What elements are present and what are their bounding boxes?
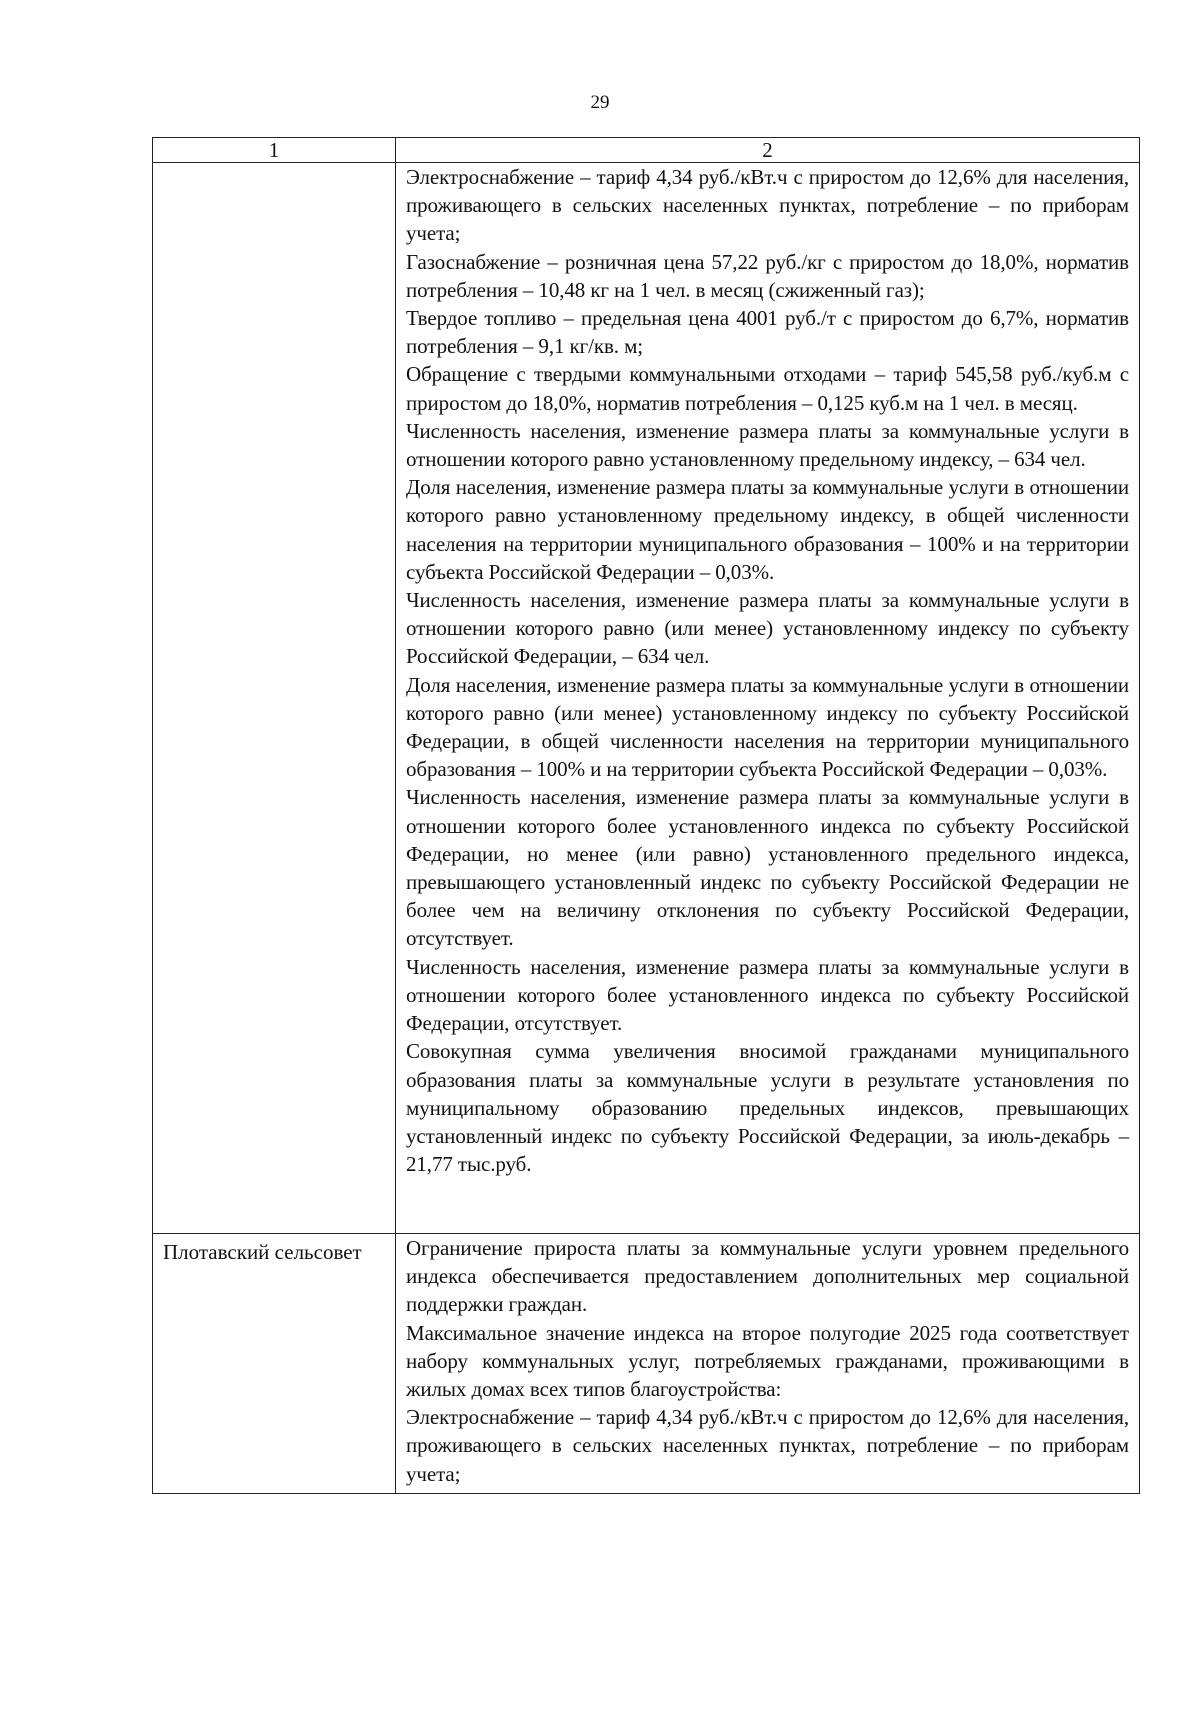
paragraph: Доля населения, изменение размера платы за коммунальные услуги в отношении которого равно установленному предельному индексу, в общей численности населения на территории муниципального образования – 100% и на территории субъекта Российской Федерации – 0,03%. <box>406 475 1129 584</box>
description-cell <box>396 1234 1140 1494</box>
table-header-row <box>153 138 1140 163</box>
table-row <box>153 163 1140 1234</box>
paragraph: Ограничение прироста платы за коммунальные услуги уровнем предельного индекса обеспечивается предоставлением дополнительных мер социальной поддержки граждан. <box>406 1236 1129 1317</box>
paragraph: Электроснабжение – тариф 4,34 руб./кВт.ч с приростом до 12,6% для населения, проживающего в сельских населенных пунктах, потребление – по приборам учета; <box>406 1405 1129 1486</box>
paragraph: Доля населения, изменение размера платы за коммунальные услуги в отношении которого равно (или менее) установленному индексу по субъекту Российской Федерации, в общей численности населения на территории муниципального образования – 100% и на территории субъекта Российской Федерации – 0,03%. <box>406 672 1129 782</box>
column-header-2: 2 <box>396 138 1140 163</box>
data-table <box>152 137 1140 1494</box>
paragraph: Численность населения, изменение размера платы за коммунальные услуги в отношении которого более установленного индекса по субъекту Российской Федерации, отсутствует. <box>406 954 1129 1036</box>
page-number: 29 <box>590 92 610 113</box>
paragraph: Газоснабжение – розничная цена 57,22 руб./кг с приростом до 18,0%, норматив потребления – 10,48 кг на 1 чел. в месяц (сжиженный газ); <box>406 249 1129 302</box>
paragraph: Обращение с твердыми коммунальными отходами – тариф 545,58 руб./куб.м с приростом до 18,0%, норматив потребления – 0,125 куб.м на 1 чел. в месяц. <box>406 362 1129 415</box>
paragraph: Электроснабжение – тариф 4,34 руб./кВт.ч с приростом до 12,6% для населения, проживающего в сельских населенных пунктах, потребление – по приборам учета; <box>406 165 1129 246</box>
paragraph: Численность населения, изменение размера платы за коммунальные услуги в отношении которого равно (или менее) установленному индексу по субъекту Российской Федерации, – 634 чел. <box>406 588 1129 669</box>
paragraph: Численность населения, изменение размера платы за коммунальные услуги в отношении которого более установленного индекса по субъекту Российской Федерации, но менее (или равно) установленного предельного индекса, превышающего установленный индекс по субъекту Российской Федерации не более чем на величину отклонения по субъекту Российской Федерации, отсутствует. <box>406 785 1129 951</box>
table-row <box>153 1234 1140 1494</box>
municipality-cell: Плотавский сельсовет <box>153 1234 396 1494</box>
description-cell <box>396 163 1140 1234</box>
paragraph: Численность населения, изменение размера платы за коммунальные услуги в отношении которого равно установленному предельному индексу, – 634 чел. <box>406 418 1129 472</box>
column-header-1: 1 <box>153 138 396 163</box>
paragraph: Совокупная сумма увеличения вносимой гражданами муниципального образования платы за коммунальные услуги в результате установления по муниципальному образованию предельных индексов, превышающих установленный индекс по субъекту Российской Федерации, за июль-декабрь – 21,77 тыс.руб. <box>406 1039 1129 1177</box>
paragraph: Твердое топливо – предельная цена 4001 руб./т с приростом до 6,7%, норматив потребления – 9,1 кг/кв. м; <box>406 306 1129 359</box>
municipality-cell <box>153 163 396 1234</box>
paragraph: Максимальное значение индекса на второе полугодие 2025 года соответствует набору коммунальных услуг, потребляемых гражданами, проживающими в жилых домах всех типов благоустройства: <box>406 1320 1129 1402</box>
